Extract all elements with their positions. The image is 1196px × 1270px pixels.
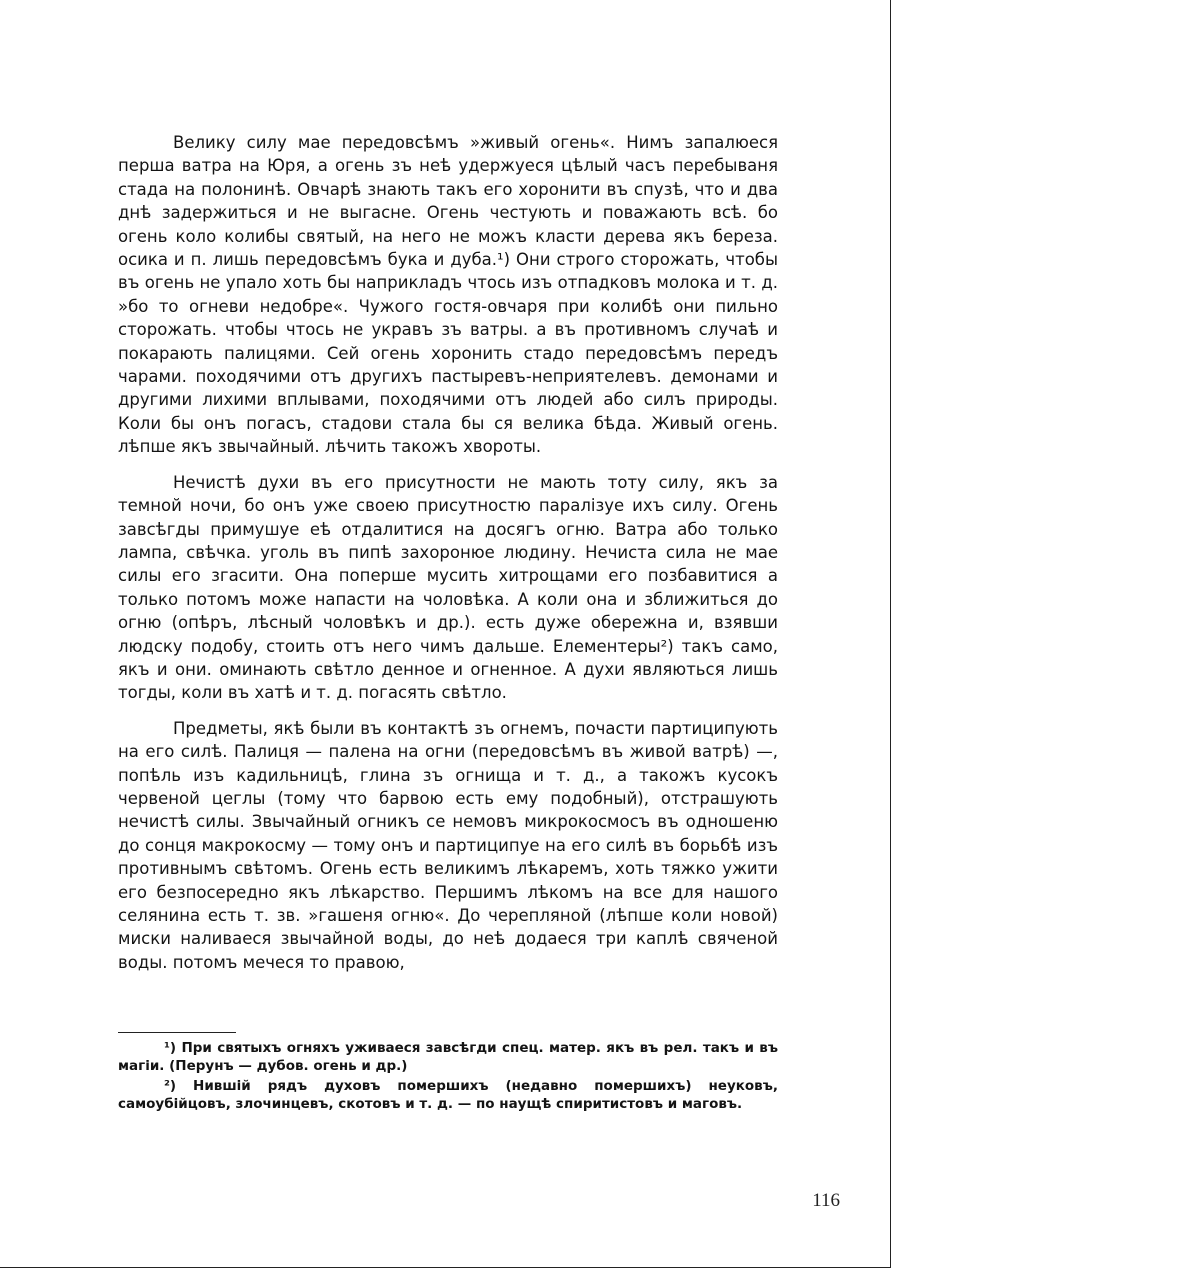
footnote-1: ¹) При святыхъ огняхъ уживаеся завсѣгди спец. матер. якъ въ рел. такъ и въ магіи. (Перунъ — дубов. огень и др.) xyxy=(118,1040,778,1074)
footnote-2: ²) Нившій рядъ духовъ помершихъ (недавно помершихъ) неуковъ, самоубійцовъ, злочинцевъ, скотовъ и т. д. — по наущѣ спиритистовъ и маговъ. xyxy=(118,1078,778,1112)
footnote-divider xyxy=(118,1032,236,1033)
page-number: 116 xyxy=(812,1190,840,1211)
footnotes xyxy=(118,1040,778,1116)
paragraph-unclean-spirits: Нечистѣ духи въ его присутности не мають тоту силу, якъ за темной ночи, бо онъ уже своею присутностю паралізуе ихъ силу. Огень завсѣгды примушуе еѣ отдалитися на досягъ огню. Ватра або только лампа, свѣчка. уголь въ пипѣ захоронюе людину. Нечиста сила не мае силы его згасити. Она поперше мусить хитрощами его позбавитися а только потомъ може напасти на чоловѣка. А коли она и зближиться до огню (опѣръ, лѣсный чоловѣкъ и др.). есть дуже обережна и, взявши людску подобу, стоить отъ него чимъ дальше. Елементеры²) такъ само, якъ и они. оминають свѣтло денное и огненное. А духи являються лишь тогды, коли въ хатѣ и т. д. погасять свѣтло. xyxy=(118,472,778,703)
paragraph-objects-contact-fire: Предметы, якѣ были въ контактѣ зъ огнемъ, почасти партиципують на его силѣ. Палиця — палена на огни (передовсѣмъ въ живой ватрѣ) —, попѣль изъ кадильницѣ, глина зъ огнища и т. д., а такожъ кусокъ червеной цеглы (тому что барвою есть ему подобный), отстрашують нечистѣ силы. Звычайный огникъ се немовъ микрокосмосъ въ одношеню до сонця макрокосму — тому онъ и партиципуе на его силѣ въ борьбѣ изъ противнымъ свѣтомъ. Огень есть великимъ лѣкаремъ, хоть тяжко ужити его безпосередно якъ лѣкарство. Першимъ лѣкомъ на все для нашого селянина есть т. зв. »гашеня огню«. До черепляной (лѣпше коли новой) миски наливаеся звычайной воды, до неѣ додаеся три каплѣ свяченой воды. потомъ мечеся то правою, xyxy=(118,718,778,972)
body-text xyxy=(118,131,778,974)
paragraph-living-fire: Велику силу мае передовсѣмъ »живый огень«. Нимъ запалюеся перша ватра на Юря, а огень зъ неѣ удержуеся цѣлый часъ перебываня стада на полонинѣ. Овчарѣ знають такъ его хоронити въ спузѣ, что и два днѣ задержиться и не выгасне. Огень честують и поважають всѣ. бо огень коло колибы святый, на него не можъ класти дерева якъ береза. осика и п. лишь передовсѣмъ бука и дуба.¹) Они строго сторожать, чтобы въ огень не упало хоть бы наприкладъ чтось изъ отпадковъ молока и т. д. »бо то огневи недобре«. Чужого гостя-овчаря при колибѣ они пильно сторожать. чтобы чтось не укравъ зъ ватры. а въ противномъ случаѣ и покарають палицями. Сей огень хоронить стадо передовсѣмъ передъ чарами. походячими отъ другихъ пастыревъ-неприятелевъ. демонами и другими лихими вплывами, походячими отъ людей або силъ природы. Коли бы онъ погасъ, стадови стала бы ся велика бѣда. Живый огень. лѣпше якъ звычайный. лѣчить такожъ хвороты. xyxy=(118,133,778,457)
